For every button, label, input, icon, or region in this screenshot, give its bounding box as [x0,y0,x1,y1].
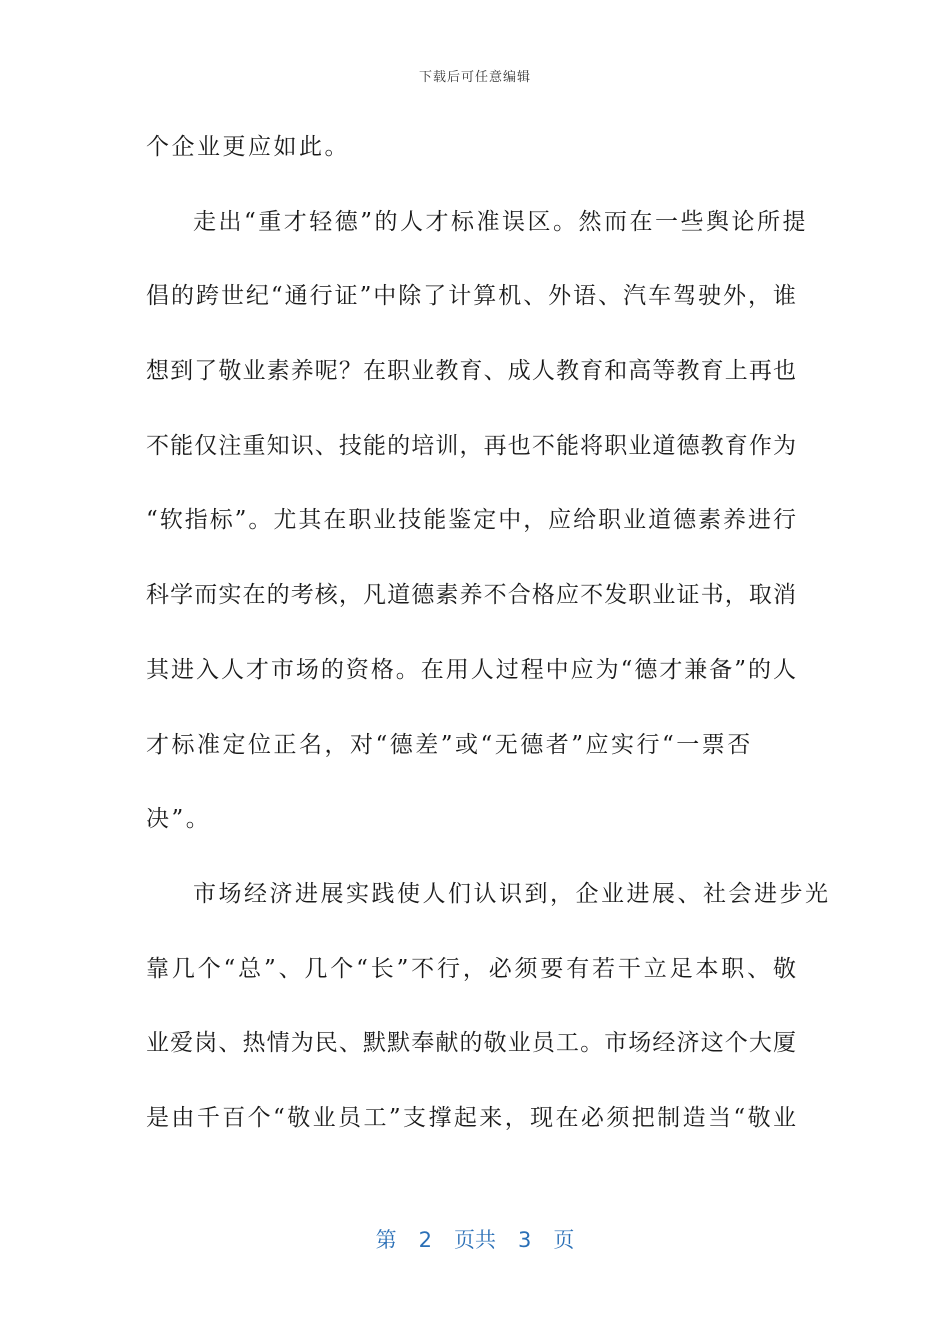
page-number [0,1224,950,1254]
text-line: 科学而实在的考核，凡道德素养不合格应不发职业证书，取消 [146,582,796,609]
text-line: 想到了敬业素养呢？在职业教育、成人教育和高等教育上再也 [146,358,796,385]
text-line: 业爱岗、热情为民、默默奉献的敬业员工。市场经济这个大厦 [146,1030,796,1057]
page-total: 3 [518,1228,532,1252]
text-line: 其进入人才市场的资格。在用人过程中应为“德才兼备”的人 [146,656,796,683]
page-current: 2 [418,1228,432,1252]
text-line: “软指标”。尤其在职业技能鉴定中，应给职业道德素养进行 [146,507,796,534]
text-line: 市场经济进展实践使人们认识到，企业进展、社会进步光 [193,880,831,907]
page-prefix: 第 [375,1228,397,1252]
text-line: 才标准定位正名，对“德差”或“无德者”应实行“一票否 [146,731,753,758]
text-line: 个企业更应如此。 [146,134,350,160]
body-text [146,120,831,1166]
text-line: 是由千百个“敬业员工”支撑起来，现在必须把制造当“敬业 [146,1104,796,1131]
text-line: 靠几个“总”、几个“长”不行，必须要有若干立足本职、敬 [146,955,796,982]
text-line: 倡的跨世纪“通行证”中除了计算机、外语、汽车驾驶外，谁 [146,283,796,310]
page-suffix: 页 [553,1228,575,1252]
header-note: 下载后可任意编辑 [418,70,531,85]
text-line: 走出“重才轻德”的人才标准误区。然而在一些舆论所提 [193,208,809,235]
text-line: 决”。 [146,806,212,833]
page-mid: 页共 [454,1228,496,1252]
text-line: 不能仅注重知识、技能的培训，再也不能将职业道德教育作为 [146,432,796,459]
